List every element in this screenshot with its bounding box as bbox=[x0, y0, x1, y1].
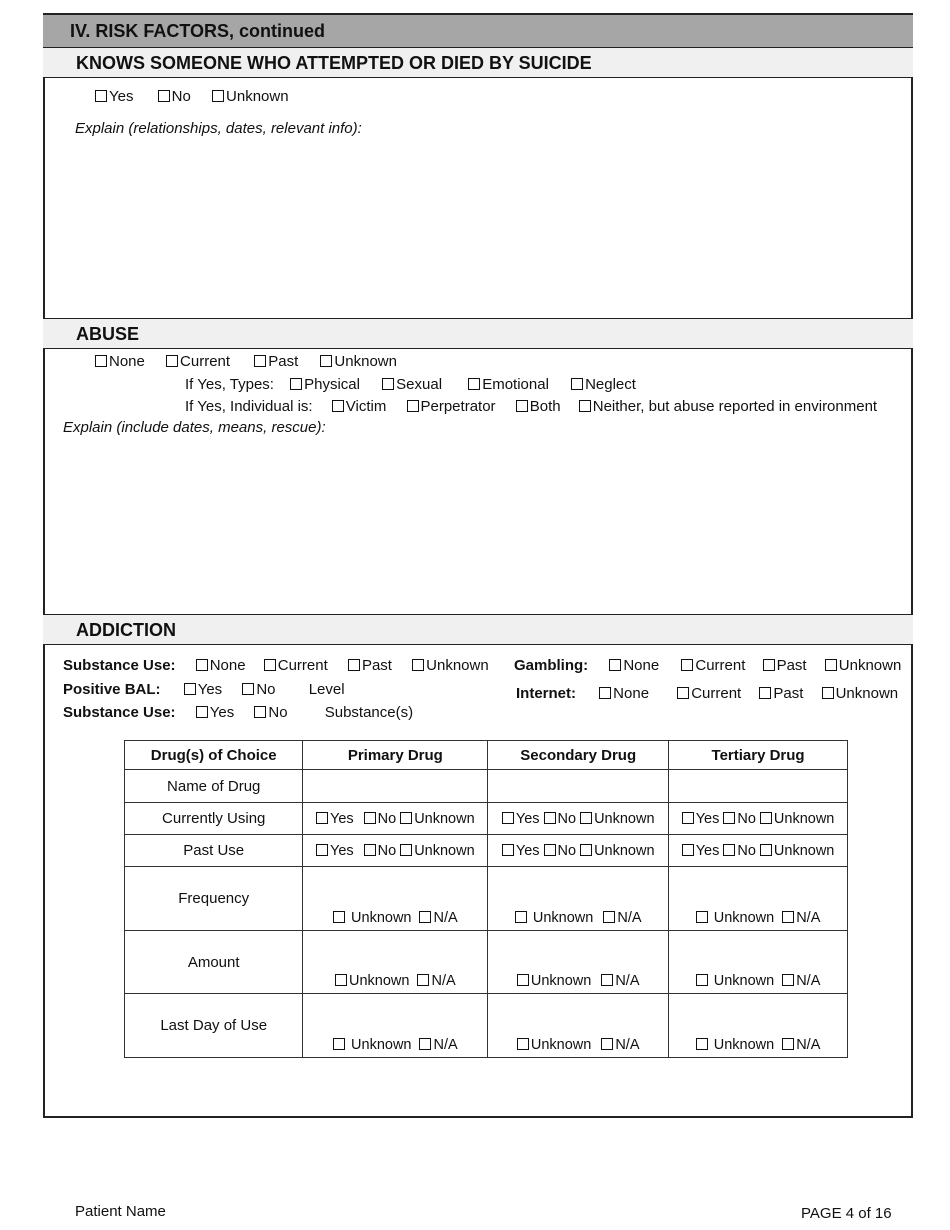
primary-amount-cell[interactable] bbox=[303, 931, 488, 994]
knows-yes-checkbox[interactable]: Yes bbox=[95, 88, 133, 105]
secondary-lastday-cell[interactable] bbox=[488, 994, 669, 1058]
secondary-name-cell[interactable] bbox=[488, 770, 669, 803]
primary-freq-unknown-checkbox[interactable]: Unknown bbox=[333, 910, 411, 926]
row-label-currently: Currently Using bbox=[125, 803, 303, 835]
abuse-emotional-checkbox[interactable]: Emotional bbox=[468, 376, 549, 393]
knows-explain-label: Explain (relationships, dates, relevant info): bbox=[75, 120, 362, 137]
row-label-name: Name of Drug bbox=[125, 770, 303, 803]
gambling-unknown-checkbox[interactable]: Unknown bbox=[825, 657, 902, 674]
substance-unknown-checkbox[interactable]: Unknown bbox=[412, 657, 489, 674]
primary-past-unknown-checkbox[interactable]: Unknown bbox=[400, 843, 474, 859]
secondary-past-yes-checkbox[interactable]: Yes bbox=[502, 843, 540, 859]
substances-label: Substance(s) bbox=[324, 704, 414, 721]
substance-past-checkbox[interactable]: Past bbox=[348, 657, 392, 674]
abuse-sexual-checkbox[interactable]: Sexual bbox=[382, 376, 442, 393]
tertiary-amount-unknown-checkbox[interactable]: Unknown bbox=[696, 973, 774, 989]
section-title: IV. RISK FACTORS, continued bbox=[43, 13, 913, 48]
tertiary-lastday-na-checkbox[interactable]: N/A bbox=[782, 1037, 820, 1053]
secondary-lastday-na-checkbox[interactable]: N/A bbox=[601, 1037, 639, 1053]
gambling-none-checkbox[interactable]: None bbox=[609, 657, 659, 674]
tertiary-lastday-cell[interactable] bbox=[669, 994, 848, 1058]
substance-use2-label: Substance Use: bbox=[63, 704, 176, 721]
col-primary-drug: Primary Drug bbox=[303, 741, 488, 770]
tertiary-name-cell[interactable] bbox=[669, 770, 848, 803]
abuse-types-label: If Yes, Types: bbox=[185, 376, 274, 393]
primary-past-cell bbox=[303, 835, 488, 867]
abuse-both-checkbox[interactable]: Both bbox=[516, 398, 561, 415]
primary-name-cell[interactable] bbox=[303, 770, 488, 803]
abuse-individual-label: If Yes, Individual is: bbox=[185, 398, 313, 415]
bal-no-checkbox[interactable]: No bbox=[242, 681, 275, 698]
abuse-explain-label: Explain (include dates, means, rescue): bbox=[63, 419, 326, 436]
secondary-current-unknown-checkbox[interactable]: Unknown bbox=[580, 811, 654, 827]
col-tertiary-drug: Tertiary Drug bbox=[669, 741, 848, 770]
primary-past-yes-checkbox[interactable]: Yes bbox=[316, 843, 354, 859]
abuse-victim-checkbox[interactable]: Victim bbox=[332, 398, 387, 415]
abuse-status-options bbox=[95, 353, 397, 370]
table-row bbox=[125, 835, 848, 867]
primary-lastday-unknown-checkbox[interactable]: Unknown bbox=[333, 1037, 411, 1053]
row-label-amount: Amount bbox=[125, 931, 303, 994]
primary-lastday-na-checkbox[interactable]: N/A bbox=[419, 1037, 457, 1053]
tertiary-freq-na-checkbox[interactable]: N/A bbox=[782, 910, 820, 926]
knows-unknown-checkbox[interactable]: Unknown bbox=[212, 88, 289, 105]
tertiary-past-yes-checkbox[interactable]: Yes bbox=[682, 843, 720, 859]
tertiary-freq-unknown-checkbox[interactable]: Unknown bbox=[696, 910, 774, 926]
primary-past-no-checkbox[interactable]: No bbox=[364, 843, 397, 859]
abuse-explain-area[interactable] bbox=[60, 440, 900, 605]
primary-amount-na-checkbox[interactable]: N/A bbox=[417, 973, 455, 989]
internet-none-checkbox[interactable]: None bbox=[599, 685, 649, 702]
secondary-freq-na-checkbox[interactable]: N/A bbox=[603, 910, 641, 926]
drug-table bbox=[124, 740, 848, 1058]
primary-amount-unknown-checkbox[interactable]: Unknown bbox=[335, 973, 409, 989]
primary-lastday-cell[interactable] bbox=[303, 994, 488, 1058]
substance2-no-checkbox[interactable]: No bbox=[254, 704, 287, 721]
secondary-amount-cell[interactable] bbox=[488, 931, 669, 994]
table-row bbox=[125, 867, 848, 931]
abuse-neither-checkbox[interactable]: Neither, but abuse reported in environment bbox=[579, 398, 877, 415]
secondary-past-no-checkbox[interactable]: No bbox=[544, 843, 577, 859]
table-row bbox=[125, 931, 848, 994]
abuse-none-checkbox[interactable]: None bbox=[95, 353, 145, 370]
positive-bal-row bbox=[63, 681, 345, 698]
abuse-perpetrator-checkbox[interactable]: Perpetrator bbox=[407, 398, 496, 415]
primary-current-no-checkbox[interactable]: No bbox=[364, 811, 397, 827]
secondary-lastday-unknown-checkbox[interactable]: Unknown bbox=[517, 1037, 591, 1053]
tertiary-current-yes-checkbox[interactable]: Yes bbox=[682, 811, 720, 827]
internet-label: Internet: bbox=[516, 685, 576, 702]
tertiary-currently-cell bbox=[669, 803, 848, 835]
gambling-row bbox=[514, 657, 901, 674]
tertiary-past-no-checkbox[interactable]: No bbox=[723, 843, 756, 859]
gambling-label: Gambling: bbox=[514, 657, 589, 674]
primary-current-unknown-checkbox[interactable]: Unknown bbox=[400, 811, 474, 827]
secondary-amount-unknown-checkbox[interactable]: Unknown bbox=[517, 973, 591, 989]
secondary-amount-na-checkbox[interactable]: N/A bbox=[601, 973, 639, 989]
knows-header: KNOWS SOMEONE WHO ATTEMPTED OR DIED BY SUICIDE bbox=[43, 47, 913, 78]
abuse-physical-checkbox[interactable]: Physical bbox=[290, 376, 360, 393]
table-row bbox=[125, 803, 848, 835]
primary-currently-cell bbox=[303, 803, 488, 835]
col-secondary-drug: Secondary Drug bbox=[488, 741, 669, 770]
substance-use-row bbox=[63, 657, 489, 674]
positive-bal-label: Positive BAL: bbox=[63, 681, 161, 698]
abuse-types-row bbox=[185, 376, 636, 393]
substance2-yes-checkbox[interactable]: Yes bbox=[196, 704, 234, 721]
tertiary-past-cell bbox=[669, 835, 848, 867]
row-label-last-day: Last Day of Use bbox=[125, 994, 303, 1058]
internet-current-checkbox[interactable]: Current bbox=[677, 685, 741, 702]
tertiary-past-unknown-checkbox[interactable]: Unknown bbox=[760, 843, 834, 859]
abuse-past-checkbox[interactable]: Past bbox=[254, 353, 298, 370]
secondary-freq-unknown-checkbox[interactable]: Unknown bbox=[515, 910, 593, 926]
secondary-frequency-cell[interactable] bbox=[488, 867, 669, 931]
primary-current-yes-checkbox[interactable]: Yes bbox=[316, 811, 354, 827]
col-drugs-of-choice: Drug(s) of Choice bbox=[125, 741, 303, 770]
internet-past-checkbox[interactable]: Past bbox=[759, 685, 803, 702]
tertiary-lastday-unknown-checkbox[interactable]: Unknown bbox=[696, 1037, 774, 1053]
row-label-frequency: Frequency bbox=[125, 867, 303, 931]
internet-unknown-checkbox[interactable]: Unknown bbox=[822, 685, 899, 702]
knows-explain-area[interactable] bbox=[60, 142, 900, 312]
knows-options bbox=[95, 88, 289, 105]
tertiary-current-no-checkbox[interactable]: No bbox=[723, 811, 756, 827]
gambling-past-checkbox[interactable]: Past bbox=[763, 657, 807, 674]
knows-no-checkbox[interactable]: No bbox=[158, 88, 191, 105]
table-row bbox=[125, 770, 848, 803]
abuse-neglect-checkbox[interactable]: Neglect bbox=[571, 376, 636, 393]
substance-use-label: Substance Use: bbox=[63, 657, 176, 674]
substance-current-checkbox[interactable]: Current bbox=[264, 657, 328, 674]
secondary-currently-cell bbox=[488, 803, 669, 835]
secondary-current-no-checkbox[interactable]: No bbox=[544, 811, 577, 827]
row-label-past-use: Past Use bbox=[125, 835, 303, 867]
primary-freq-na-checkbox[interactable]: N/A bbox=[419, 910, 457, 926]
tertiary-amount-cell[interactable] bbox=[669, 931, 848, 994]
secondary-current-yes-checkbox[interactable]: Yes bbox=[502, 811, 540, 827]
addiction-header: ADDICTION bbox=[43, 614, 913, 645]
substance-none-checkbox[interactable]: None bbox=[196, 657, 246, 674]
level-label: Level bbox=[308, 681, 345, 698]
abuse-unknown-checkbox[interactable]: Unknown bbox=[320, 353, 397, 370]
tertiary-current-unknown-checkbox[interactable]: Unknown bbox=[760, 811, 834, 827]
abuse-header: ABUSE bbox=[43, 318, 913, 349]
tertiary-frequency-cell[interactable] bbox=[669, 867, 848, 931]
table-row bbox=[125, 994, 848, 1058]
secondary-past-cell bbox=[488, 835, 669, 867]
tertiary-amount-na-checkbox[interactable]: N/A bbox=[782, 973, 820, 989]
page-number: PAGE 4 of 16 bbox=[801, 1205, 892, 1222]
primary-frequency-cell[interactable] bbox=[303, 867, 488, 931]
bal-yes-checkbox[interactable]: Yes bbox=[184, 681, 222, 698]
abuse-current-checkbox[interactable]: Current bbox=[166, 353, 230, 370]
patient-name-label: Patient Name bbox=[75, 1203, 166, 1220]
substance-use2-row bbox=[63, 704, 413, 721]
internet-row bbox=[516, 685, 898, 702]
abuse-individual-row bbox=[185, 398, 877, 415]
secondary-past-unknown-checkbox[interactable]: Unknown bbox=[580, 843, 654, 859]
gambling-current-checkbox[interactable]: Current bbox=[681, 657, 745, 674]
